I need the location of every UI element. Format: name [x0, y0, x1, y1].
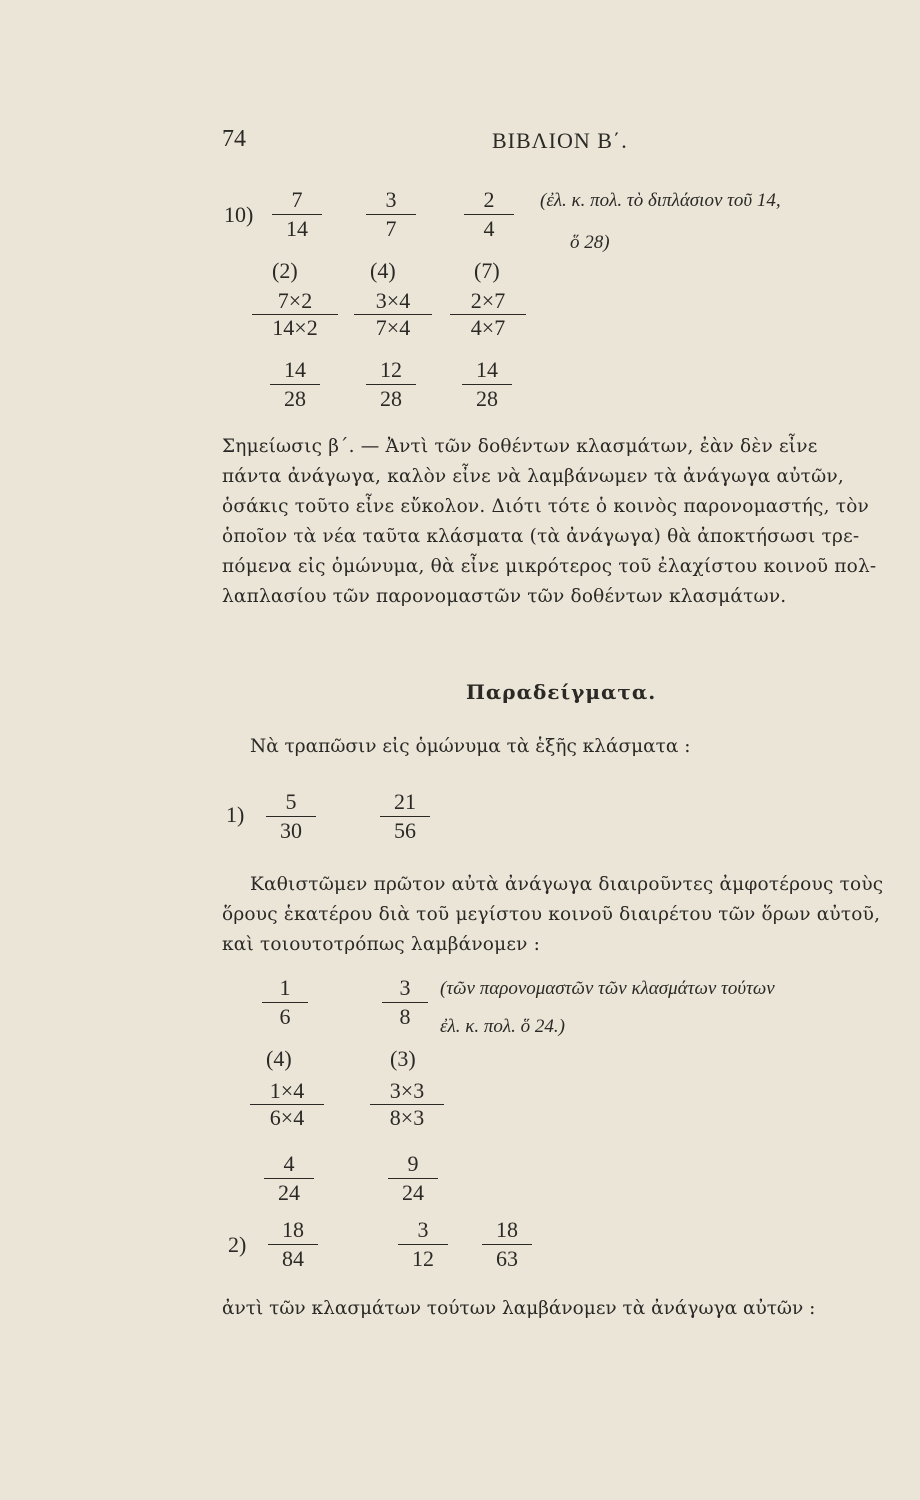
product-fraction-3-8: 3×3 8×3: [370, 1078, 444, 1131]
remark-line: λαπλασίου τῶν παρονομαστῶν τῶν δοθέντων κλασμάτων.: [222, 586, 787, 607]
remark-line: πόμενα εἰς ὁμώνυμα, θὰ εἶνε μικρότερος τοῦ ἐλαχίστου κοινοῦ πολ-: [222, 556, 877, 577]
text-line: ὅρους ἑκατέρου διὰ τοῦ μεγίστου κοινοῦ διαιρέτου τῶν ὅρων αὐτοῦ,: [222, 904, 881, 925]
product-fraction-1-6: 1×4 6×4: [250, 1078, 324, 1131]
text-line: Καθιστῶμεν πρῶτον αὐτὰ ἀνάγωγα διαιροῦντες ἀμφοτέρους τοὺς: [250, 874, 884, 895]
fraction-1-6: $\frac{1}{6}$: [262, 974, 308, 1031]
product-fraction-2: $\frac{3\times 4}{7\times 4}$: [354, 288, 432, 341]
factor-4b: (4): [266, 1046, 292, 1071]
product-fraction-1: $\frac{7\times 2}{14\times 2}$: [252, 288, 338, 341]
remark-line: πάντα ἀνάγωγα, καλὸν εἶνε νὰ λαμβάνωμεν τὰ ἀνάγωγα αὐτῶν,: [222, 466, 844, 487]
fraction-3-8: $\frac{3}{8}$: [382, 974, 428, 1031]
example-2-label: 2): [228, 1232, 247, 1257]
example-10-note-line1: (ἐλ. κ. πολ. τὸ διπλάσιον τοῦ 14,: [540, 190, 781, 211]
factor-3: (3): [390, 1046, 416, 1071]
fraction-18-84: $\frac{18}{84}$: [268, 1216, 318, 1273]
fraction-7-14: $\frac{7}{14}$: [272, 186, 322, 243]
example-1-label: 1): [226, 802, 245, 827]
example-10-label: 10): [224, 202, 254, 227]
fraction-2-4: $\frac{2}{4}$: [464, 186, 514, 243]
result-fraction-14-28b: $\frac{14}{28}$: [462, 356, 512, 413]
example-2-text: ἀντὶ τῶν κλασμάτων τούτων λαμβάνομεν τὰ ἀνάγωγα αὐτῶν :: [222, 1298, 816, 1319]
remark-line: ὁποῖον τὰ νέα ταῦτα κλάσματα (τὰ ἀνάγωγα) θὰ ἀποκτήσωσι τρε-: [222, 526, 860, 547]
example-10-note-line2: ὅ 28): [570, 232, 610, 253]
intro-line: Νὰ τραπῶσιν εἰς ὁμώνυμα τὰ ἑξῆς κλάσματα :: [250, 736, 691, 757]
remark-line: ὁσάκις τοῦτο εἶνε εὔκολον. Διότι τότε ὁ κοινὸς παρονομαστής, τὸν: [222, 496, 869, 517]
example-1-note-line1: (τῶν παρονομαστῶν τῶν κλασμάτων τούτων: [440, 978, 775, 999]
factor-7: (7): [474, 258, 500, 283]
product-fraction-3: $\frac{2\times 7}{4\times 7}$: [450, 288, 526, 341]
factor-4: (4): [370, 258, 396, 283]
example-1-note-line2: ἐλ. κ. πολ. ὅ 24.): [440, 1016, 565, 1037]
remark-paragraph: [222, 432, 912, 612]
fraction-18-63: $\frac{18}{63}$: [482, 1216, 532, 1273]
page-header-title: ΒΙΒΛΙΟΝ Β΄.: [492, 128, 628, 153]
example-1-text: [222, 870, 912, 960]
page-number: 74: [222, 126, 246, 152]
examples-heading: Παραδείγματα.: [466, 680, 657, 704]
fraction-21-56: $\frac{21}{56}$: [380, 788, 430, 845]
factor-2: (2): [272, 258, 298, 283]
result-fraction-14-28: $\frac{14}{28}$: [270, 356, 320, 413]
result-fraction-9-24: $\frac{9}{24}$: [388, 1150, 438, 1207]
remark-line: Σημείωσις β΄. — Ἀντὶ τῶν δοθέντων κλασμάτων, ἐὰν δὲν εἶνε: [222, 436, 818, 457]
fraction-3-7: $\frac{3}{7}$: [366, 186, 416, 243]
result-fraction-12-28: $\frac{12}{28}$: [366, 356, 416, 413]
result-fraction-4-24: $\frac{4}{24}$: [264, 1150, 314, 1207]
fraction-5-30: $\frac{5}{30}$: [266, 788, 316, 845]
text-line: καὶ τοιουτοτρόπως λαμβάνομεν :: [222, 934, 541, 955]
fraction-3-12: $\frac{3}{12}$: [398, 1216, 448, 1273]
